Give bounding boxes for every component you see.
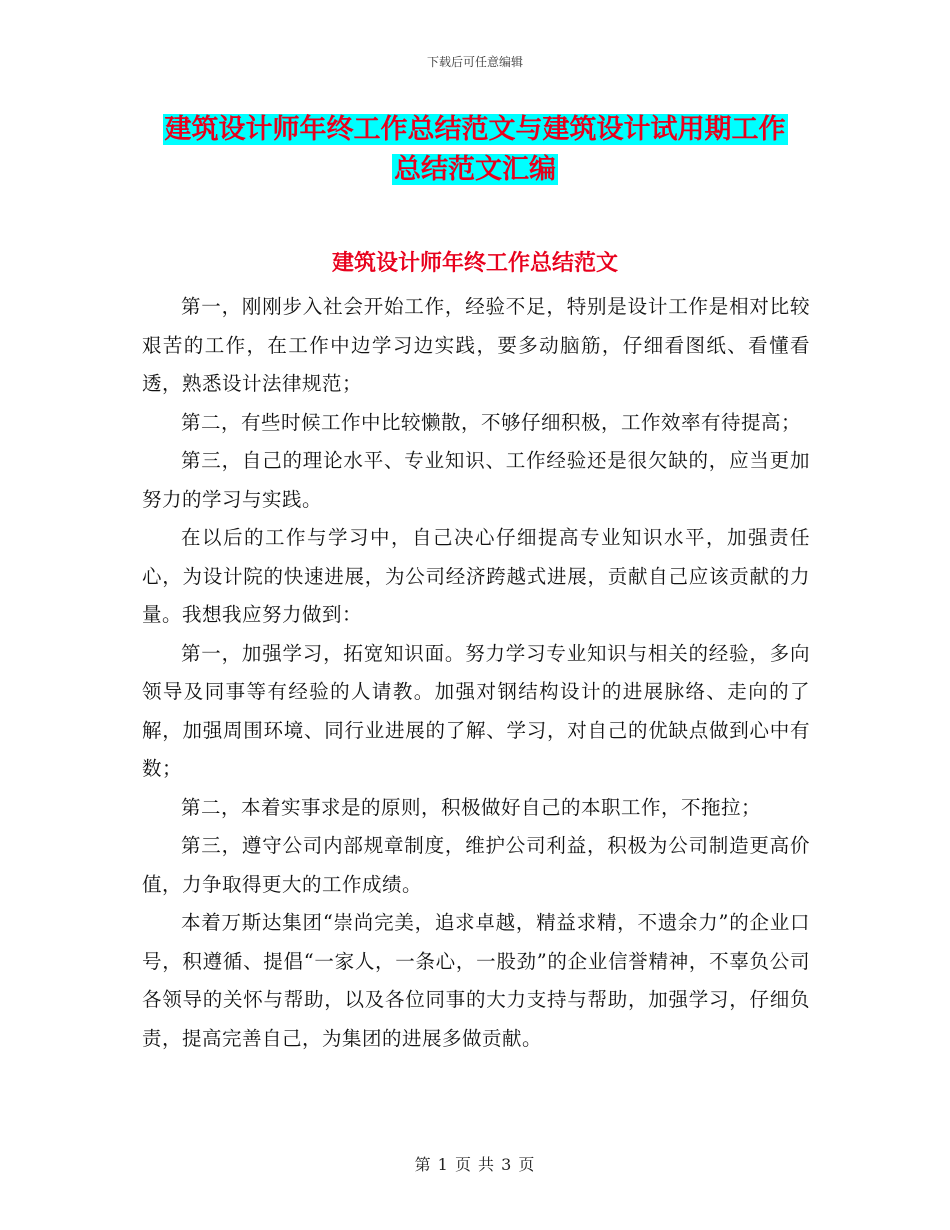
body-paragraph: 第一，加强学习，拓宽知识面。努力学习专业知识与相关的经验，多向领导及同事等有经验的人请教。加强对钢结构设计的进展脉络、走向的了解，加强周围环境、同行业进展的了解、学习，对自己的优缺点做到心中有数； xyxy=(142,641,810,780)
page-number-footer: 第 1 页 共 3 页 xyxy=(414,1155,536,1174)
document-body xyxy=(142,288,810,1058)
document-title-line-1: 建筑设计师年终工作总结范文与建筑设计试用期工作 xyxy=(164,114,786,145)
body-paragraph: 第一，刚刚步入社会开始工作，经验不足，特别是设计工作是相对比较艰苦的工作，在工作中边学习边实践，要多动脑筋，仔细看图纸、看懂看透，熟悉设计法律规范； xyxy=(142,295,810,395)
body-paragraph: 第二，有些时候工作中比较懒散，不够仔细积极，工作效率有待提高； xyxy=(181,410,802,434)
body-paragraph: 在以后的工作与学习中，自己决心仔细提高专业知识水平，加强责任心，为设计院的快速进展，为公司经济跨越式进展，贡献自己应该贡献的力量。我想我应努力做到： xyxy=(142,526,810,626)
document-title xyxy=(0,110,950,190)
body-paragraph: 第二，本着实事求是的原则，积极做好自己的本职工作，不拖拉； xyxy=(181,795,762,819)
body-paragraph: 本着万斯达集团“崇尚完美，追求卓越，精益求精，不遗余力”的企业口号，积遵循、提倡“一家人，一条心，一股劲”的企业信誉精神，不辜负公司各领导的关怀与帮助，以及各位同事的大力支持与帮助，加强学习，仔细负责，提高完善自己，为集团的进展多做贡献。 xyxy=(142,911,810,1050)
document-title-line-2: 总结范文汇编 xyxy=(394,154,556,185)
body-paragraph: 第三，自己的理论水平、专业知识、工作经验还是很欠缺的，应当更加努力的学习与实践。 xyxy=(142,449,810,511)
section-heading: 建筑设计师年终工作总结范文 xyxy=(331,251,618,276)
page-header-note: 下载后可任意编辑 xyxy=(426,55,523,69)
body-paragraph: 第三，遵守公司内部规章制度，维护公司利益，积极为公司制造更高价值，力争取得更大的工作成绩。 xyxy=(142,834,810,896)
